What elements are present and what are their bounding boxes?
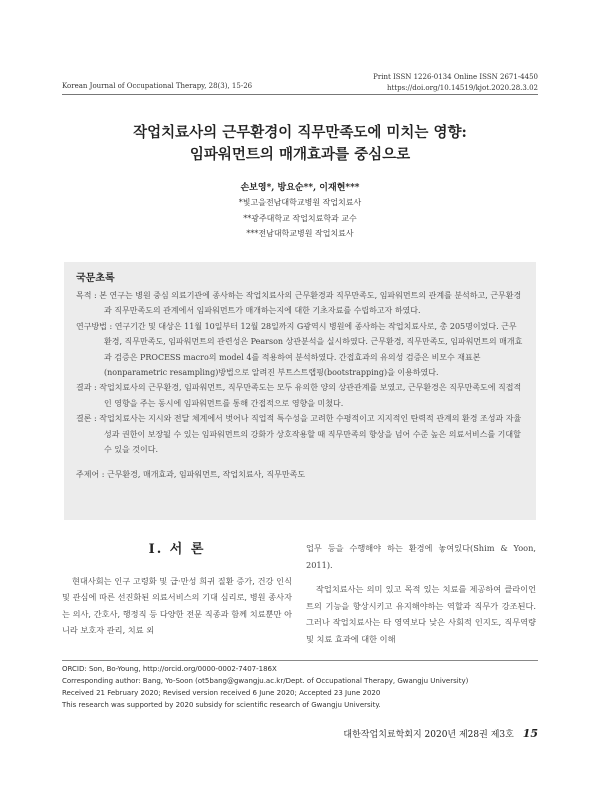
footnotes xyxy=(62,663,468,711)
korean-abstract-box xyxy=(64,262,536,520)
header-divider xyxy=(62,94,538,95)
abstract-methods: 연구방법 : 연구기간 및 대상은 11월 10일부터 12월 28일까지 G광역시 병원에 종사하는 작업치료사로, 총 205명이었다. 근무환경, 직무만족도, 임파워먼트의 관련성은 Pearson 상관분석을 실시하였다. 근무환경, 직무만족도, 임파워먼트의 매개효과 검증은 PROCESS macro의 model 4를 적용하여 분석하였다. 간접효과의 유의성 검증은 비모수 재표본(nonparametric resampling)방법으로 알려진 부트스트랩핑(bootstrapping)을 이용하였다. xyxy=(76,321,523,378)
abstract-purpose: 목적 : 본 연구는 병원 중심 의료기관에 종사하는 작업치료사의 근무환경과 직무만족도, 임파워먼트의 관계를 분석하고, 근무환경과 직무만족도의 관계에서 임파워먼트가 매개하는지에 대한 기초자료를 수립하고자 하였다. xyxy=(76,291,522,316)
affiliations xyxy=(0,195,600,242)
footnote-orcid: ORCID: Son, Bo-Young, http://orcid.org/0000-0002-7407-186X xyxy=(62,665,277,673)
affiliation-1: *빛고을전남대학교병원 작업치료사 xyxy=(238,198,362,207)
footnote-corresponding: Corresponding author: Bang, Yo-Soon (ot5bang@gwangju.ac.kr/Dept. of Occupational Therapy, Gwangju University) xyxy=(62,677,469,685)
abstract-conclusion: 결론 : 작업치료사는 지시와 전달 체계에서 벗어나 직업적 특수성을 고려한 수평적이고 지지적인 탄력적 관계의 환경 조성과 자율성과 권한이 보장될 수 있는 임파워먼트의 강화가 상호작용할 때 직무만족의 향상을 넘어 수준 높은 의료서비스를 기대할 수 있을 것이다. xyxy=(76,414,522,455)
paper-title xyxy=(0,122,600,166)
affiliation-3: ***전남대학교병원 작업치료사 xyxy=(246,229,354,238)
page-footer xyxy=(343,727,538,740)
section-heading-introduction: Ⅰ. 서 론 xyxy=(148,542,206,557)
affiliation-2: **광주대학교 작업치료학과 교수 xyxy=(243,213,357,223)
abstract-keywords: 주제어 : 근무환경, 매개효과, 임파워먼트, 작업치료사, 직무만족도 xyxy=(76,470,306,480)
issn-line: Print ISSN 1226-0134 Online ISSN 2671-4450 xyxy=(373,73,538,81)
doi-link[interactable]: https://doi.org/10.14519/kjot.2020.28.3.02 xyxy=(386,84,538,92)
title-line-2: 임파워먼트의 매개효과를 중심으로 xyxy=(189,146,411,163)
footnote-divider xyxy=(62,660,538,661)
intro-paragraph-2: 작업치료사는 의미 있고 목적 있는 치료를 제공하여 클라이언트의 기능을 향상시키고 유지해야하는 역할과 직무가 강조된다. 그러나 작업치료사는 타 영역보다 낮은 사회적 인지도, 직무역량 및 치료 효과에 대한 이해 xyxy=(306,584,536,644)
page-number: 15 xyxy=(522,727,538,740)
intro-paragraph-1: 현대사회는 인구 고령화 및 급·만성 희귀 질환 증가, 건강 인식 및 관심에 따른 선진화된 의료서비스의 기대 심리로, 병원 종사자는 의사, 간호사, 행정직 등 다양한 전문 직종과 함께 치료뿐만 아니라 보호자 관리, 치료 외 xyxy=(62,575,292,636)
body-column-right xyxy=(306,540,536,648)
author-list: 손보영*, 방요순**, 이재현*** xyxy=(240,183,360,193)
title-line-1: 작업치료사의 근무환경이 직무만족도에 미치는 영향: xyxy=(133,124,467,141)
issn-doi-block xyxy=(373,72,538,94)
footnote-funding: This research was supported by 2020 subsidy for scientific research of Gwangju University. xyxy=(62,701,381,709)
body-column-left xyxy=(62,540,292,639)
journal-citation: Korean Journal of Occupational Therapy, 28(3), 15-26 xyxy=(62,82,253,90)
intro-paragraph-1-cont: 업무 등을 수행해야 하는 환경에 놓여있다(Shim & Yoon, 2011). xyxy=(306,543,536,570)
abstract-results: 결과 : 작업치료사의 근무환경, 임파워먼트, 직무만족도는 모두 유의한 양의 상관관계를 보였고, 근무환경은 직무만족도에 직접적인 영향을 주는 동시에 임파워먼트를 통해 간접적으로 영향을 미쳤다. xyxy=(76,383,522,408)
footer-journal-issue: 대한작업치료학회지 2020년 제28권 제3호 xyxy=(343,730,514,740)
abstract-title: 국문초록 xyxy=(76,273,115,284)
footnote-received: Received 21 February 2020; Revised version received 6 June 2020; Accepted 23 June 2020 xyxy=(62,689,381,697)
